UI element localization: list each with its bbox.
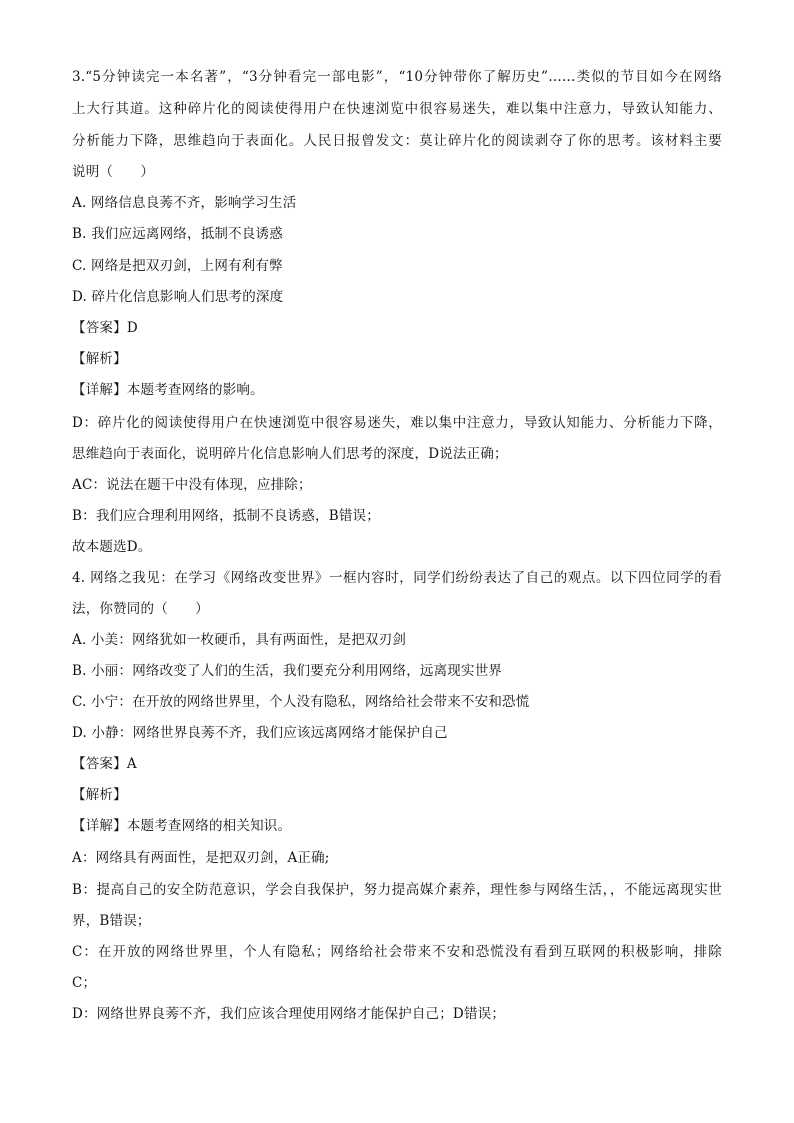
q3-stem-line-2: 上大行其道。这种碎片化的阅读使得用户在快速浏览中很容易迷失，难以集中注意力，导致认知能力、 (72, 101, 722, 117)
q4-option-c: C. 小宁：在开放的网络世界里，个人没有隐私，网络给社会带来不安和恐慌 (72, 694, 530, 710)
q4-detail-label: 【详解】 (72, 818, 127, 834)
q4-stem-line-1: 4. 网络之我见：在学习《网络改变世界》一框内容时，同学们纷纷表达了自己的观点。以下四位同学的看 (72, 570, 722, 586)
q3-detail-label: 【详解】 (72, 382, 127, 398)
q3-option-c: C. 网络是把双刃剑，上网有利有弊 (72, 258, 283, 274)
q3-stem-line-1: 3.“5分钟读完一本名著”，“3分钟看完一部电影”，“10分钟带你了解历史”……类似的节目如今在网络 (72, 69, 722, 85)
q4-explanation-5: C； (72, 975, 97, 991)
q4-answer-value: A (126, 756, 137, 772)
q3-option-d: D. 碎片化信息影响人们思考的深度 (72, 289, 284, 305)
q4-explanation-3: 界，B错误； (72, 913, 151, 929)
q3-explanation-1: D：碎片化的阅读使得用户在快速浏览中很容易迷失，难以集中注意力，导致认知能力、分析能力下降， (72, 415, 722, 431)
q4-option-d: D. 小静：网络世界良莠不齐，我们应该远离网络才能保护自己 (72, 725, 448, 741)
q4-explanation-6: D：网络世界良莠不齐，我们应该合理使用网络才能保护自己；D错误； (72, 1006, 506, 1022)
q3-explanation-2: 思维趋向于表面化，说明碎片化信息影响人们思考的深度，D说法正确； (72, 446, 508, 462)
q3-option-b: B. 我们应远离网络，抵制不良诱惑 (72, 226, 283, 242)
q4-explanation-2: B：提高自己的安全防范意识，学会自我保护，努力提高媒介素养，理性参与网络生活，，不能远离现实世 (72, 882, 722, 898)
q3-stem-line-4: 说明（ ） (72, 164, 155, 180)
q4-analysis-label: 【解析】 (72, 787, 127, 803)
q3-answer-label: 【答案】 (72, 320, 127, 336)
q4-explanation-4: C：在开放的网络世界里，个人有隐私；网络给社会带来不安和恐慌没有看到互联网的积极影响，排除 (72, 944, 722, 960)
q3-answer (72, 318, 722, 338)
q3-answer-value: D (126, 320, 138, 336)
q4-detail (72, 816, 722, 836)
q3-stem-line-3: 分析能力下降，思维趋向于表面化。人民日报曾发文：莫让碎片化的阅读剥夺了你的思考。该材料主要 (72, 133, 722, 149)
q4-stem-line-2: 法，你赞同的（ ） (72, 601, 209, 617)
q4-answer (72, 754, 722, 774)
q4-answer-label: 【答案】 (72, 756, 127, 772)
q4-option-b: B. 小丽：网络改变了人们的生活，我们要充分利用网络，远离现实世界 (72, 663, 503, 679)
q3-explanation-5: 故本题选D。 (72, 539, 152, 555)
q3-analysis-label: 【解析】 (72, 351, 127, 367)
q3-option-a: A. 网络信息良莠不齐，影响学习生活 (72, 195, 297, 211)
q3-detail (72, 380, 722, 400)
q3-explanation-3: AC：说法在题干中没有体现，应排除； (72, 477, 312, 493)
q3-detail-text: 本题考查网络的影响。 (126, 382, 264, 398)
q3-explanation-4: B：我们应合理利用网络，抵制不良诱惑，B错误； (72, 508, 380, 524)
q4-detail-text: 本题考查网络的相关知识。 (126, 818, 292, 834)
q4-option-a: A. 小美：网络犹如一枚硬币，具有两面性，是把双刃剑 (72, 632, 407, 648)
q4-explanation-1: A：网络具有两面性，是把双刃剑，A正确; (72, 850, 330, 866)
